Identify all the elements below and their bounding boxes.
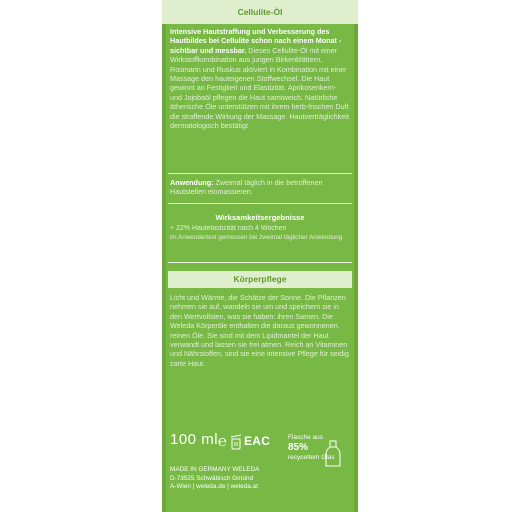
estimated-sign-icon: ℮ [218, 433, 228, 450]
volume-label: 100 ml [170, 431, 219, 448]
product-box-panel [162, 0, 358, 512]
divider [168, 262, 352, 263]
intro-bold-text: Intensive Hautstraffung und Verbesserung des Hautbildes bei Cellulite schon nach einem Monat - sichtbar und messbar. [170, 27, 342, 55]
product-title-band [162, 0, 358, 24]
body-care-title: Körperpflege [233, 274, 287, 284]
body-care-text: Licht und Wärme, die Schätze der Sonne. Die Pflanzen nehmen sie auf, wandeln sie um und speichern sie in den Wertvollsten, was sie haben: ihren Samen. Die Weleda Körperöle enthalten die daraus gewonnenen, reinen Öle. Sie sind mit dem Lipidmantel der Haut verwandt und lassen sie frei atmen. Reich an Vitaminen und Nährstoffen, sind sie eine intensive Pflege für seidig zarte Haut. [170, 293, 349, 368]
box-left-edge [162, 0, 166, 512]
box-right-edge [354, 0, 358, 512]
results-line-1: + 22% Hautelastizität nach 4 Wochen [170, 225, 287, 232]
results-title: Wirksamkeitsergebnisse [215, 213, 305, 222]
usage-text: Zweimal täglich in die betroffenen Hautstellen einmassieren. [170, 178, 323, 197]
glass-bottle-icon [322, 440, 344, 468]
eac-mark: EAC [244, 434, 271, 448]
body-care-band [168, 271, 352, 288]
address-line-2: D-73525 Schwäbisch Gmünd [170, 474, 254, 482]
intro-text-block [170, 27, 350, 130]
results-line-2: im Anwendertest gemessen bei zweimal täglicher Anwendung [170, 234, 343, 241]
recycled-label-top: Flasche aus [288, 434, 324, 441]
address-line-3: A-Wien | weleda.de | weleda.at [170, 483, 258, 491]
address-line-1: MADE IN GERMANY WELEDA [170, 466, 260, 473]
open-jar-icon [230, 434, 242, 450]
divider [168, 203, 352, 204]
usage-block [170, 178, 350, 197]
manufacturer-address [170, 466, 259, 492]
intro-body-text: Dieses Cellulite-Öl mit einer Wirkstoffkombination aus jungen Birkenblättern, Rosmarin und Ruskus aktiviert in Kombination mit einer Massage den hauteigenen Stoffwechsel. Die Haut gewinnt an Festigkeit und Elastizität. Aprikosenkern- und Jojobaöl pflegen die Haut samtweich. Natürliche ätherische Öle unterstützen mit ihrem herb-frischen Duft die straffende Wirkung der Massage. Hautverträglichkeit dermatologisch bestätigt [170, 45, 349, 131]
recycled-label-bottom: recyceltem Glas [288, 454, 335, 461]
usage-label: Anwendung: [170, 178, 214, 187]
product-title: Cellulite-Öl [237, 7, 283, 17]
svg-text:M: M [233, 442, 239, 448]
recycled-percent: 85% [288, 442, 309, 453]
divider [168, 173, 352, 174]
